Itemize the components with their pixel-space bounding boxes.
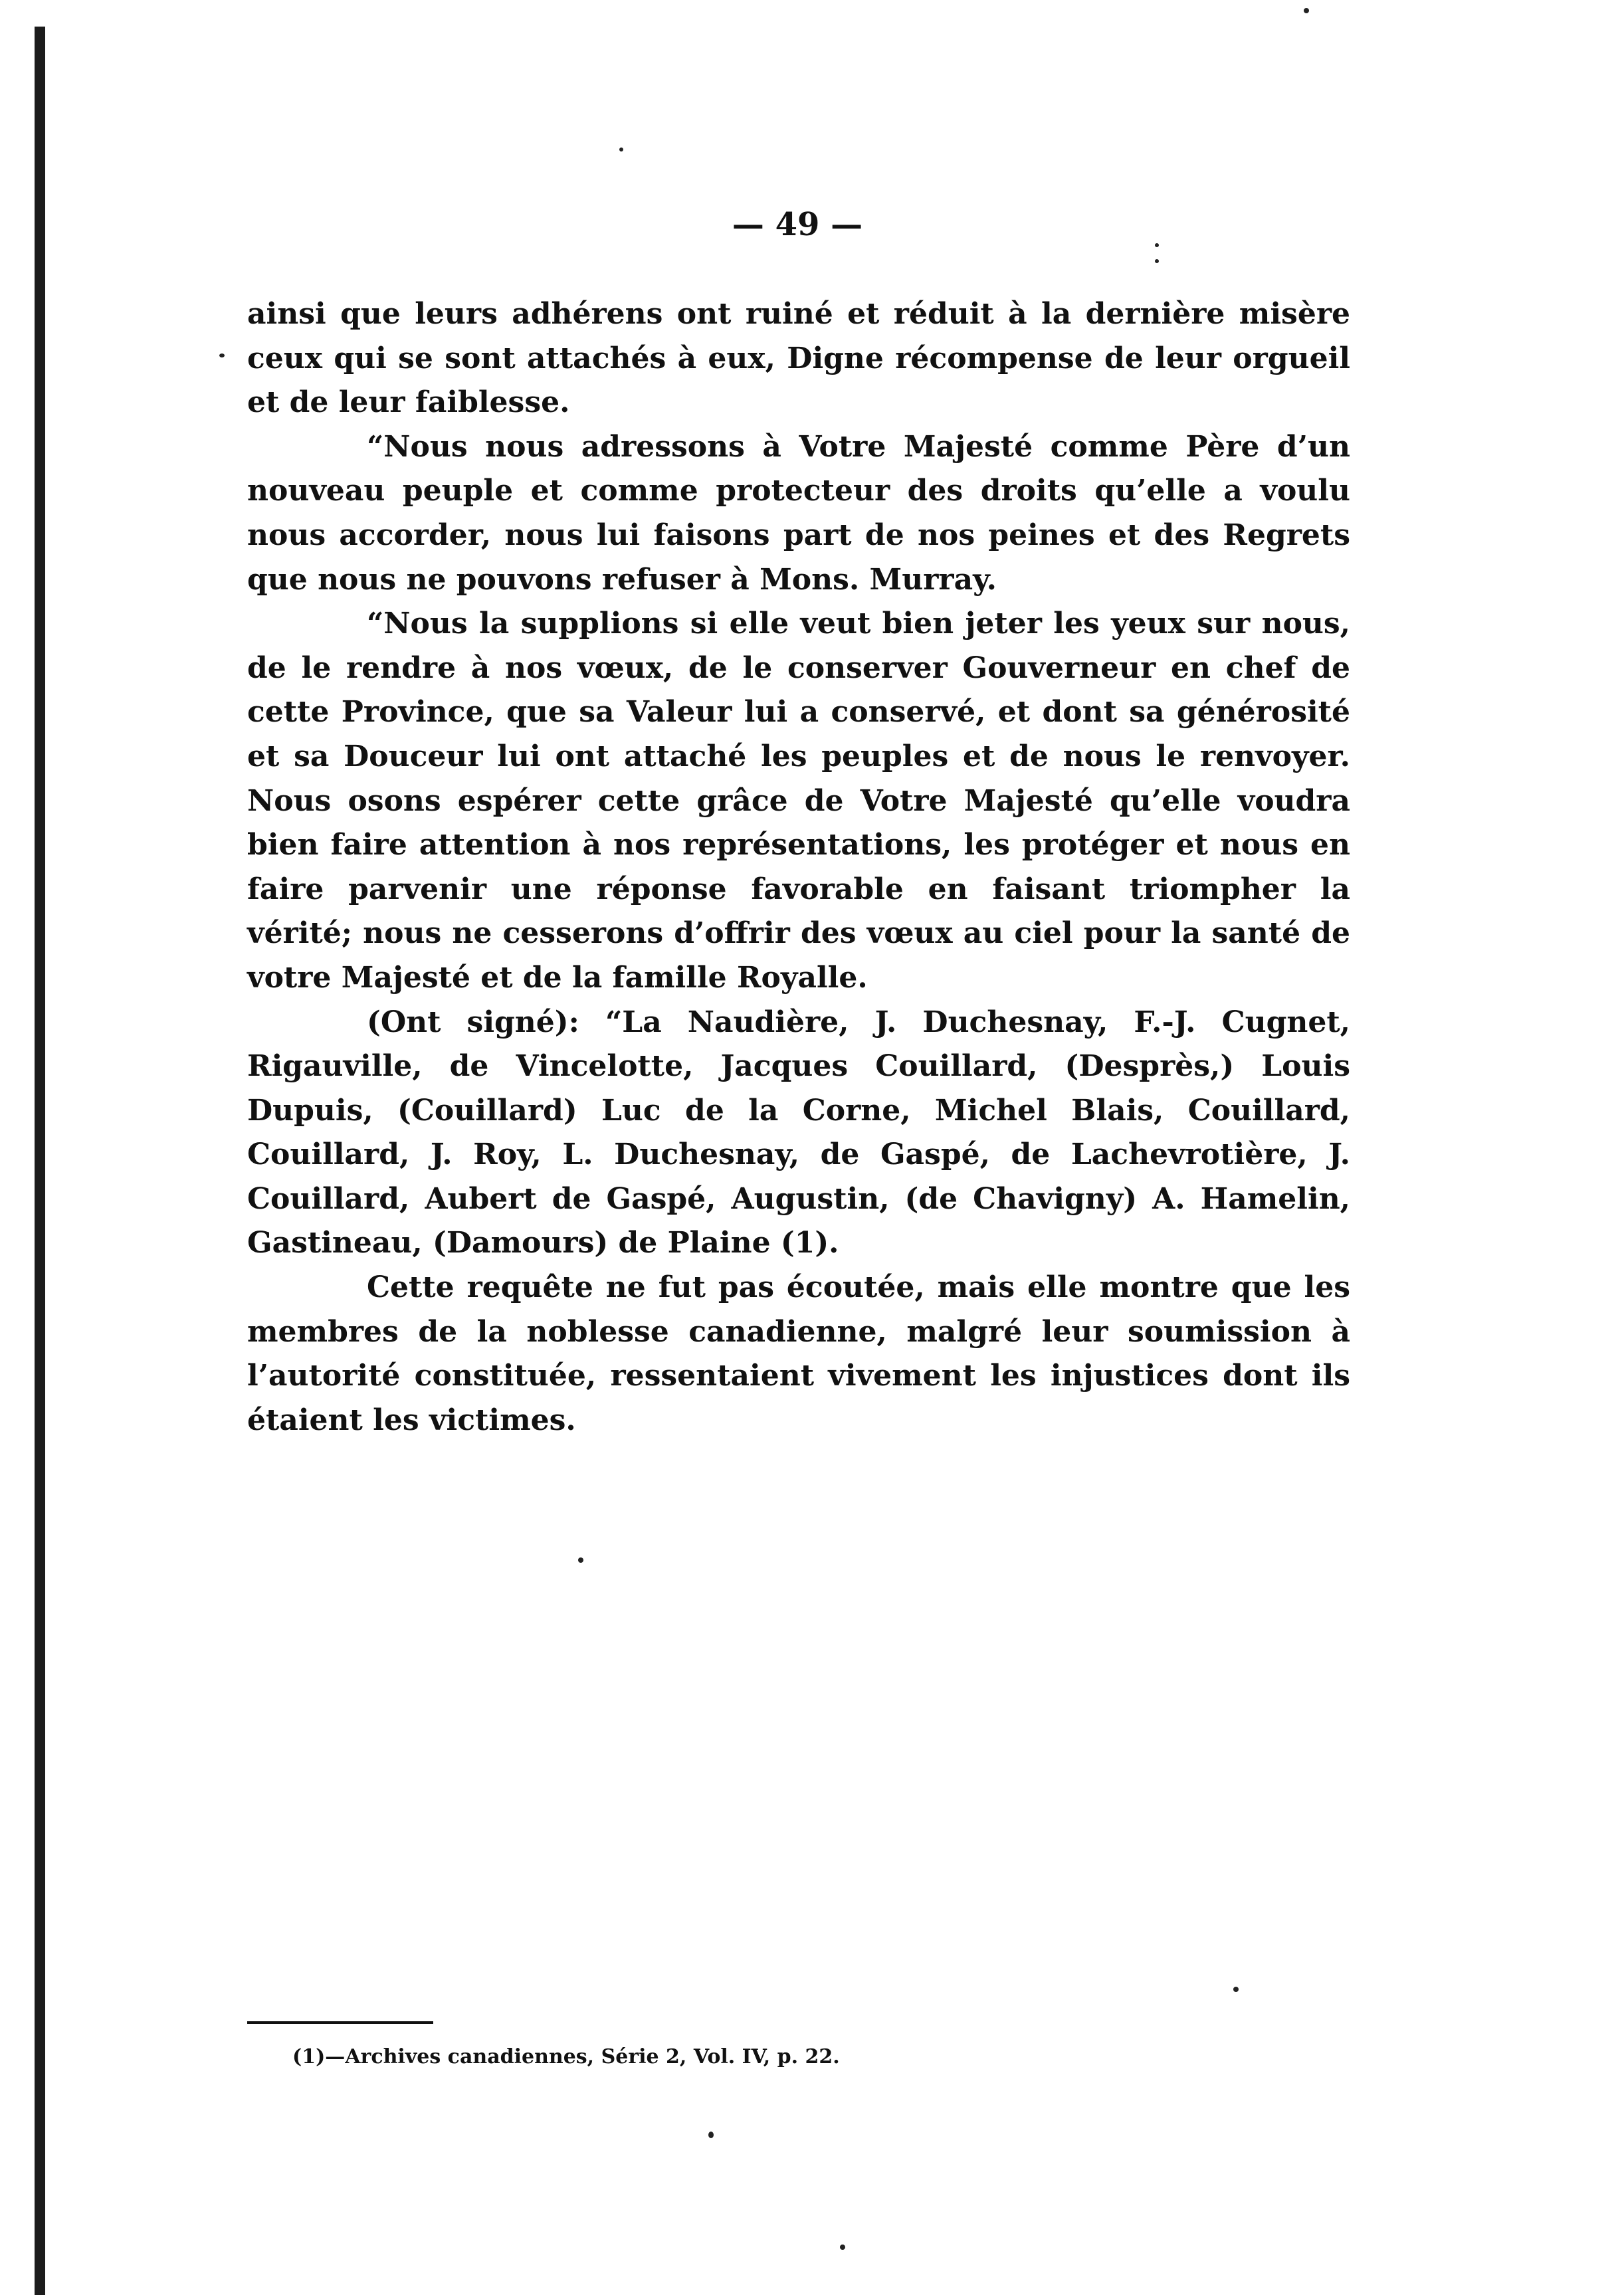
body-text [247, 292, 1350, 1443]
scan-speck [708, 2132, 714, 2138]
scan-speck [1155, 243, 1159, 247]
paragraph: ainsi que leurs adhérens ont ruiné et réduit à la dernière misère ceux qui se sont attachés à eux, Digne récompense de leur orgueil et de leur faiblesse. [247, 297, 1350, 420]
scan-speck [840, 2245, 845, 2250]
footnote-divider [247, 2021, 433, 2024]
scan-speck [219, 353, 225, 357]
scan-speck [1304, 8, 1309, 13]
scan-speck [578, 1557, 583, 1563]
paragraph: (Ont signé): “La Naudière, J. Duchesnay, F.-J. Cugnet, Rigauville, de Vincelotte, Jacques Couillard, (Desprès,) Louis Dupuis, (Couillard) Luc de la Corne, Michel Blais, Couillard, Couillard, J. Roy, L. Duchesnay, de Gaspé, de Lachevrotière, J. Couillard, Aubert de Gaspé, Augustin, (de Chavigny) A. Hamelin, Gastineau, (Damours) de Plaine (1). [247, 1005, 1350, 1260]
scan-speck [1233, 1987, 1239, 1992]
page-number: — 49 — [732, 206, 863, 243]
footnote: (1)—Archives canadiennes, Série 2, Vol. IV, p. 22. [292, 2045, 840, 2068]
paragraph: “Nous nous adressons à Votre Majesté comme Père d’un nouveau peuple et comme protecteur des droits qu’elle a voulu nous accorder, nous lui faisons part de nos peines et des Regrets que nous ne pouvons refuser à Mons. Murray. [247, 429, 1350, 597]
scan-speck [1155, 259, 1159, 263]
paragraph: “Nous la supplions si elle veut bien jeter les yeux sur nous, de le rendre à nos vœux, de le conserver Gouverneur en chef de cette Province, que sa Valeur lui a conservé, et dont sa générosité et sa Douceur lui ont attaché les peuples et de nous le renvoyer. Nous osons espérer cette grâce de Votre Majesté qu’elle voudra bien faire attention à nos représentations, les protéger et nous en faire parvenir une réponse favorable en faisant triompher la vérité; nous ne cesserons d’offrir des vœux au ciel pour la santé de votre Majesté et de la famille Royalle. [247, 607, 1350, 995]
scan-speck [619, 148, 623, 151]
paragraph: Cette requête ne fut pas écoutée, mais elle montre que les membres de la noblesse canadienne, malgré leur soumission à l’autorité constituée, ressentaient vivement les injustices dont ils étaient les victimes. [247, 1270, 1350, 1437]
scan-binding-edge [35, 27, 45, 2295]
